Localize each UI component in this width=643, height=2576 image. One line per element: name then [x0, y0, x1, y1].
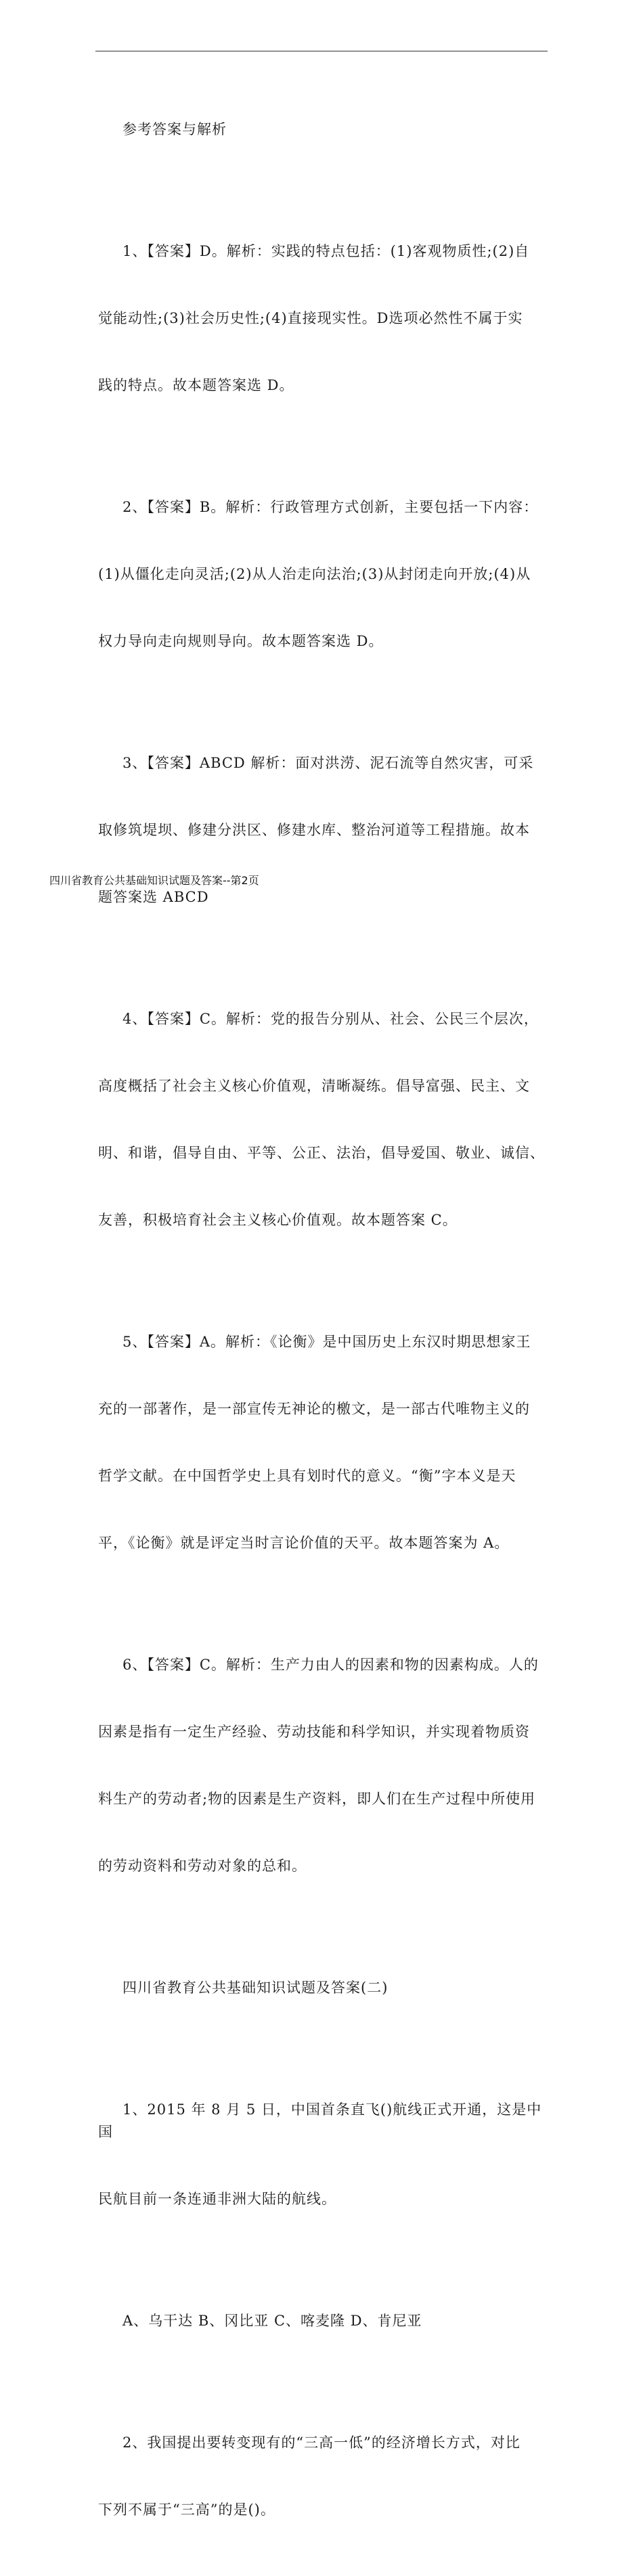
answer-3 — [98, 707, 552, 953]
text-line: 2、【答案】B。解析：行政管理方式创新，主要包括一下内容： — [123, 499, 539, 515]
text-line: 平，《论衡》就是评定当时言论价值的天平。故本题答案为 A。 — [98, 1535, 510, 1551]
section-heading-answers — [98, 74, 552, 185]
text-line: A、乌干达 B、冈比亚 C、喀麦隆 D、肯尼亚 — [123, 2313, 422, 2329]
text-line: 4、【答案】C。解析：党的报告分别从、社会、公民三个层次， — [123, 1011, 539, 1027]
text-line: 充的一部著作，是一部宣传无神论的檄文，是一部古代唯物主义的 — [98, 1401, 530, 1417]
text-line: 高度概括了社会主义核心价值观，清晰凝练。倡导富强、民主、文 — [98, 1078, 530, 1094]
text-line: 因素是指有一定生产经验、劳动技能和科学知识，并实现着物质资 — [98, 1724, 530, 1740]
text-line: 四川省教育公共基础知识试题及答案(二) — [123, 1980, 389, 1996]
answer-4 — [98, 963, 552, 1276]
text-line: 2、我国提出要转变现有的“三高一低”的经济增长方式，对比 — [123, 2435, 520, 2451]
text-line: 3、【答案】ABCD 解析：面对洪涝、泥石流等自然灾害，可采 — [123, 755, 534, 771]
page-footer: 四川省教育公共基础知识试题及答案--第2页 — [49, 874, 259, 887]
answer-2 — [98, 452, 552, 697]
text-line: 的劳动资料和劳动对象的总和。 — [98, 1858, 307, 1874]
question-2 — [98, 2387, 552, 2566]
section-heading-part-2 — [98, 1932, 552, 2044]
text-line: 明、和谐，倡导自由、平等、公正、法治，倡导爱国、敬业、诚信、 — [98, 1145, 545, 1161]
answer-6 — [98, 1609, 552, 1922]
text-line: 参考答案与解析 — [123, 121, 227, 137]
document-body — [98, 74, 552, 2576]
question-1-options — [98, 2265, 552, 2377]
text-line: 5、【答案】A。解析：《论衡》是中国历史上东汉时期思想家王 — [123, 1334, 531, 1350]
answer-5 — [98, 1286, 552, 1599]
text-line: 权力导向走向规则导向。故本题答案选 D。 — [98, 633, 384, 649]
text-line: 友善，积极培育社会主义核心价值观。故本题答案 C。 — [98, 1212, 458, 1228]
text-line: 题答案选 ABCD — [98, 889, 209, 905]
text-line: 哲学文献。在中国哲学史上具有划时代的意义。“衡”字本义是天 — [98, 1468, 516, 1484]
text-line: 料生产的劳动者;物的因素是生产资料，即人们在生产过程中所使用 — [98, 1791, 536, 1807]
text-line: 1、【答案】D。解析：实践的特点包括：(1)客观物质性;(2)自 — [123, 243, 530, 259]
answer-1 — [98, 196, 552, 441]
text-line: 1、2015 年 8 月 5 日，中国首条直飞()航线正式开通，这是中国 — [98, 2101, 542, 2140]
text-line: 民航目前一条连通非洲大陆的航线。 — [98, 2191, 336, 2207]
text-line: (1)从僵化走向灵活;(2)从人治走向法治;(3)从封闭走向开放;(4)从 — [98, 566, 531, 582]
text-line: 觉能动性;(3)社会历史性;(4)直接现实性。D选项必然性不属于实 — [98, 310, 523, 326]
text-line: 取修筑堤坝、修建分洪区、修建水库、整治河道等工程措施。故本 — [98, 822, 530, 838]
text-line: 6、【答案】C。解析：生产力由人的因素和物的因素构成。人的 — [123, 1657, 539, 1673]
text-line: 践的特点。故本题答案选 D。 — [98, 377, 294, 393]
question-1 — [98, 2054, 552, 2255]
text-line: 下列不属于“三高”的是()。 — [98, 2502, 275, 2518]
